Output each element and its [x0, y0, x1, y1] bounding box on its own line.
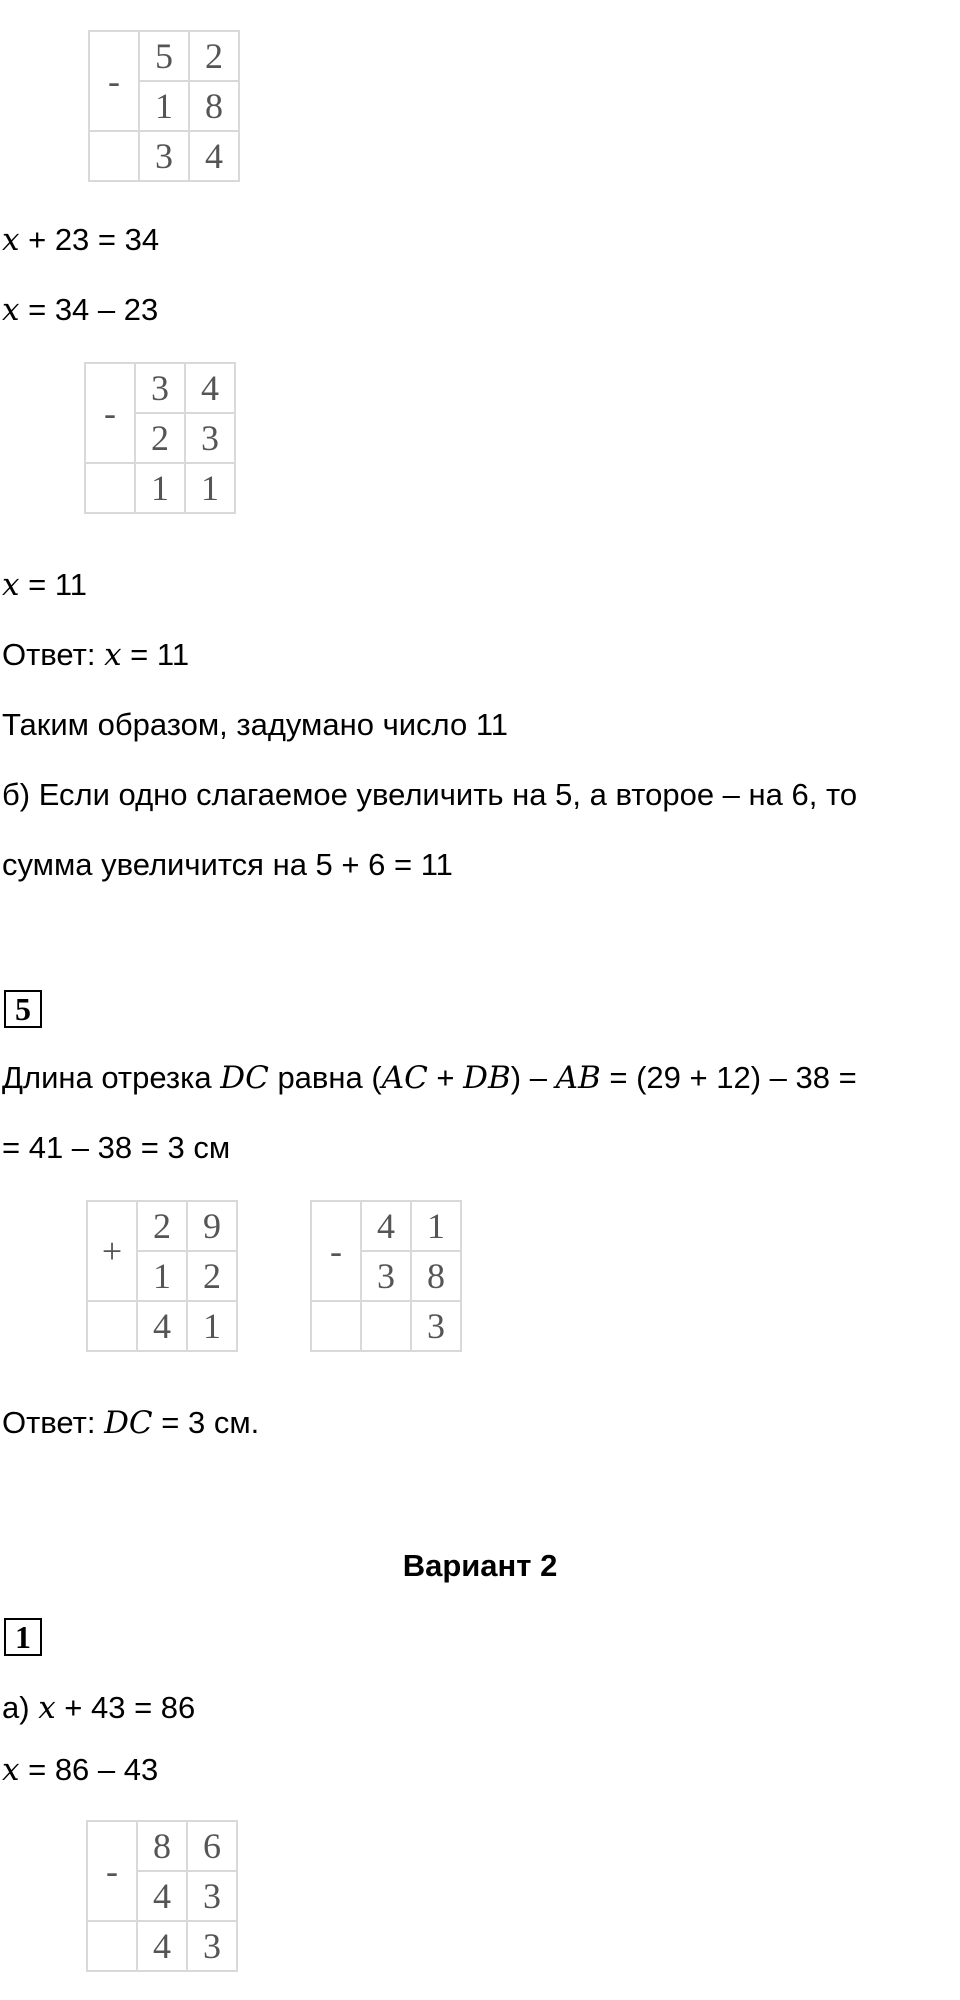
expression: = 86 – 43	[19, 1752, 159, 1787]
expression: = 11	[19, 567, 87, 602]
digit: 8	[189, 81, 239, 131]
operator: -	[311, 1201, 361, 1301]
digit: 3	[135, 363, 185, 413]
digit: 3	[187, 1871, 237, 1921]
equation-line	[2, 1750, 158, 1790]
expression: = 3 см.	[152, 1405, 260, 1440]
digit: 4	[361, 1201, 411, 1251]
answer-label: Ответ:	[2, 1405, 105, 1440]
equation-line	[2, 1688, 195, 1728]
expression: + 43 = 86	[55, 1690, 196, 1725]
equation-line	[2, 220, 159, 260]
digit: 4	[137, 1871, 187, 1921]
column-calc-4	[310, 1200, 462, 1352]
operator: -	[85, 363, 135, 463]
empty-cell	[311, 1301, 361, 1351]
expression: = 34 – 23	[19, 292, 159, 327]
digit: 1	[185, 463, 235, 513]
digit: 3	[411, 1301, 461, 1351]
variable: x	[2, 292, 20, 328]
section-heading: Вариант 2	[402, 1548, 558, 1583]
digit: 3	[187, 1921, 237, 1971]
variable: x	[38, 1690, 56, 1726]
digit: 4	[189, 131, 239, 181]
digit: 1	[139, 81, 189, 131]
task-number-box: 5	[4, 990, 42, 1028]
digit: 1	[411, 1201, 461, 1251]
digit: 9	[187, 1201, 237, 1251]
variable: x	[104, 637, 122, 673]
digit: 2	[137, 1201, 187, 1251]
column-calc-3	[86, 1200, 238, 1352]
operator: -	[89, 31, 139, 131]
empty-cell	[85, 463, 135, 513]
digit: 4	[137, 1921, 187, 1971]
empty-cell	[87, 1921, 137, 1971]
text-line: = 41 – 38 = 3 см	[2, 1130, 231, 1165]
operator: -	[87, 1821, 137, 1921]
column-calc-1	[88, 30, 240, 182]
text-line	[2, 1058, 857, 1098]
digit: 5	[139, 31, 189, 81]
digit: 8	[411, 1251, 461, 1301]
text-line: Таким образом, задумано число 11	[2, 707, 509, 742]
segment-name: DB	[463, 1060, 511, 1096]
digit: 1	[187, 1301, 237, 1351]
variable: x	[2, 222, 20, 258]
digit	[361, 1301, 411, 1351]
digit: 3	[139, 131, 189, 181]
empty-cell	[89, 131, 139, 181]
answer-label: Ответ:	[2, 637, 105, 672]
empty-cell	[87, 1301, 137, 1351]
expression: + 23 = 34	[19, 222, 160, 257]
task-number-box: 1	[4, 1618, 42, 1656]
digit: 4	[137, 1301, 187, 1351]
column-calc-5	[86, 1820, 238, 1972]
digit: 1	[135, 463, 185, 513]
digit: 2	[187, 1251, 237, 1301]
text: Длина отрезка	[2, 1060, 221, 1095]
item-label: а)	[2, 1690, 39, 1725]
text: +	[427, 1060, 464, 1095]
variable: x	[2, 567, 20, 603]
digit: 3	[185, 413, 235, 463]
expression: = 11	[121, 637, 190, 672]
digit: 8	[137, 1821, 187, 1871]
text: ) –	[510, 1060, 556, 1095]
column-calc-2	[84, 362, 236, 514]
text-line: сумма увеличится на 5 + 6 = 11	[2, 847, 453, 882]
equation-line	[2, 290, 158, 330]
text: = (29 + 12) – 38 =	[600, 1060, 857, 1095]
segment-name: DC	[220, 1060, 269, 1096]
text: равна (	[268, 1060, 382, 1095]
answer-line	[2, 1403, 259, 1443]
digit: 2	[189, 31, 239, 81]
segment-name: AC	[381, 1060, 428, 1096]
segment-name: AB	[555, 1060, 601, 1096]
operator: +	[87, 1201, 137, 1301]
digit: 1	[137, 1251, 187, 1301]
digit: 4	[185, 363, 235, 413]
digit: 2	[135, 413, 185, 463]
segment-name: DC	[104, 1405, 153, 1441]
text-line: б) Если одно слагаемое увеличить на 5, а второе – на 6, то	[2, 777, 858, 812]
variable: x	[2, 1752, 20, 1788]
digit: 6	[187, 1821, 237, 1871]
answer-line	[2, 635, 189, 675]
digit: 3	[361, 1251, 411, 1301]
equation-line	[2, 565, 87, 605]
